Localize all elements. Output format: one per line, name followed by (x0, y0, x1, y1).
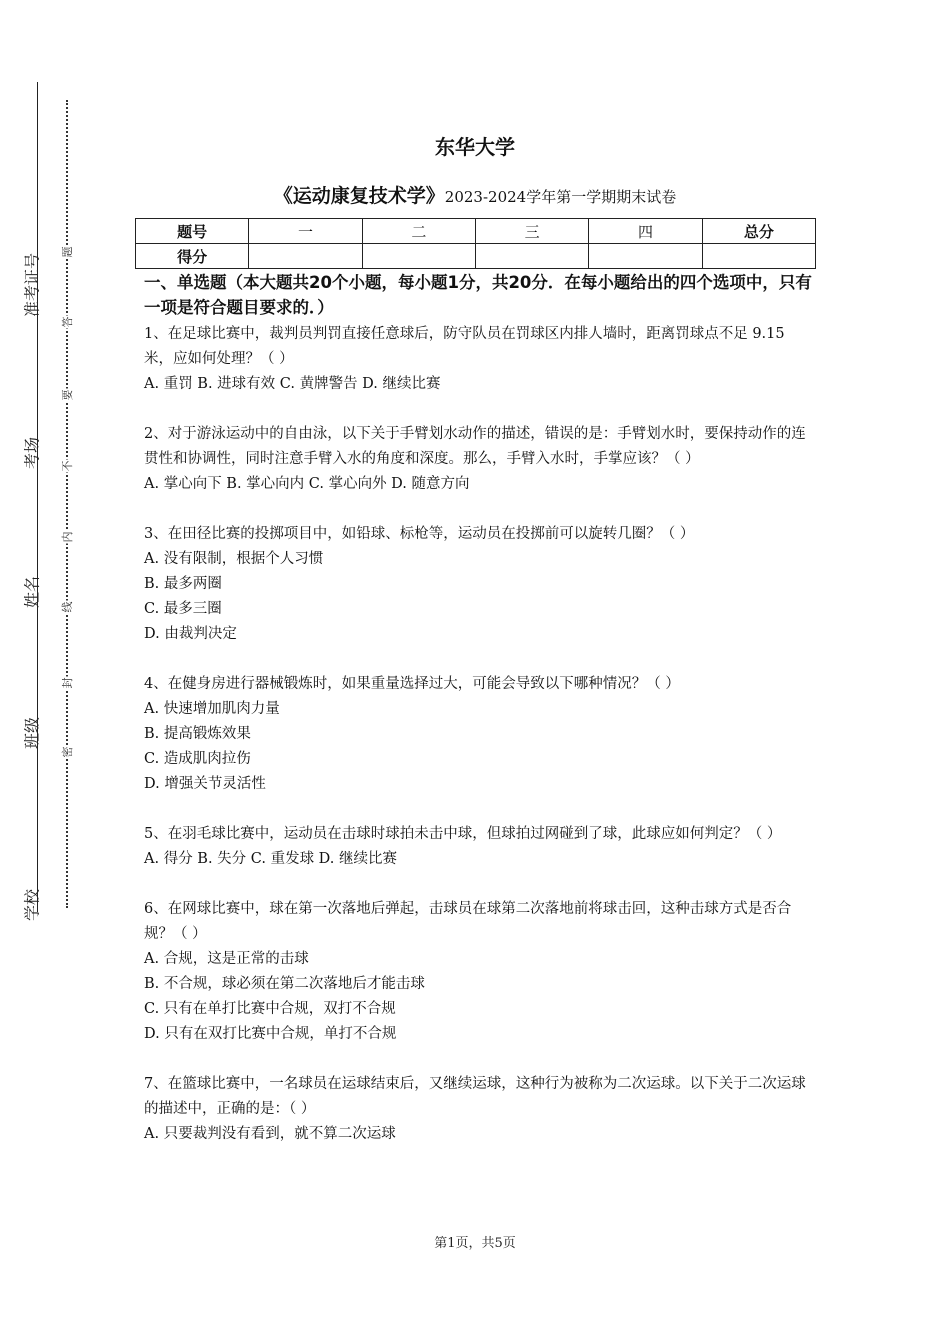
exam-content (144, 270, 812, 1172)
question-option: A. 没有限制，根据个人习惯 (144, 551, 324, 567)
course-name: 《运动康复技术学》 (273, 185, 445, 207)
score-cell: 得分 (136, 244, 249, 269)
page-footer: 第1页，共5页 (434, 1236, 516, 1251)
question-stem: 3、在田径比赛的投掷项目中，如铅球、标枪等，运动员在投掷前可以旋转几圈？（ ） (144, 526, 695, 542)
question-stem: 4、在健身房进行器械锻炼时，如果重量选择过大，可能会导致以下哪种情况？（ ） (144, 676, 680, 692)
exam-page: 准考证号 考场 姓名 班级 学校 题 答 要 不 内 线 封 密 东华大学 《运动康复技术学》2023-2024学年第一学期期末试卷 题号 一 二 三 四 总分 得分 一、单选题（本大题共20个小题，每小题1分，共20分．在每小题给出的四个选项中，只有一项是符合题目要求的．） 1、在足球比赛中，裁判员判罚直接任意球后，防守队员在罚球区内排人墙时，距离罚球点不足 9.15 米，应如何处理？（ ） A. 重罚 B. 进球有效 C. 黄牌警告 D. 继续比赛 2、对于游泳运动中的自由泳，以下关于手臂划水动作的描述，错误的是：手臂划水时，要保持动作的连贯性和协调性，同时注意手臂入水的角度和深度。那么，手臂入水时，手掌应该？（ ） A. 掌心向下 B. 掌心向内 C. 掌心向外 D. 随意方向 3、在田径比赛的投掷项目中，如铅球、标枪等，运动员在投掷前可以旋转几圈？（ ） A. 没有限制，根据个人习惯 B. 最多两圈 C. 最多三圈 D. 由裁判决定 4、在健身房进行器械锻炼时，如果重量选择过大，可能会导致以下哪种情况？（ ） A. 快速增加肌肉力量 B. 提高锻炼效果 C. 造成肌肉拉伤 D. 增强关节灵活性 5、在羽毛球比赛中，运动员在击球时球拍未击中球，但球拍过网碰到了球，此球应如何判定？（ ） A. 得分 B. 失分 C. 重发球 D. 继续比赛 6、在网球比赛中，球在第一次落地后弹起，击球员在球第二次落地前将球击回，这种击球方式是否合规？（ ） A. 合规，这是正常的击球 B. 不合规，球必须在第二次落地后才能击球 C. 只有在单打比赛中合规，双打不合规 D. 只有在双打比赛中合规，单打不合规 7、在篮球比赛中，一名球员在运球结束后，又继续运球，这种行为被称为二次运球。以下关于二次运球的描述中，正确的是：（ ） A. 只要裁判没有看到，就不算二次运球 第1页，共5页 (0, 0, 950, 1344)
question-option: C. 只有在单打比赛中合规，双打不合规 (144, 1001, 396, 1017)
question-options: A. 得分 B. 失分 C. 重发球 D. 继续比赛 (144, 851, 398, 867)
question-stem: 7、在篮球比赛中，一名球员在运球结束后，又继续运球，这种行为被称为二次运球。以下关于二次运球的描述中，正确的是：（ ） (144, 1076, 806, 1117)
question-stem: 2、对于游泳运动中的自由泳，以下关于手臂划水动作的描述，错误的是：手臂划水时，要保持动作的连贯性和协调性，同时注意手臂入水的角度和深度。那么，手臂入水时，手掌应该？（ ） (144, 426, 806, 467)
score-cell: 四 (589, 219, 702, 244)
question (144, 522, 812, 647)
question-option: A. 合规，这是正常的击球 (144, 951, 309, 967)
question-option: D. 只有在双打比赛中合规，单打不合规 (144, 1026, 397, 1042)
score-table-score-row (136, 244, 816, 269)
exam-title (0, 181, 950, 208)
question-option: B. 提高锻炼效果 (144, 726, 251, 742)
section-title: 一、单选题（本大题共20个小题，每小题1分，共20分．在每小题给出的四个选项中，只有一项是符合题目要求的．） (144, 273, 812, 317)
question-option: A. 只要裁判没有看到，就不算二次运球 (144, 1126, 396, 1142)
question (144, 422, 812, 497)
score-cell (702, 244, 815, 269)
score-table (135, 218, 816, 269)
score-cell (249, 244, 362, 269)
university-name: 东华大学 (435, 135, 515, 159)
question (144, 822, 812, 872)
question-stem: 1、在足球比赛中，裁判员判罚直接任意球后，防守队员在罚球区内排人墙时，距离罚球点不足 9.15 米，应如何处理？（ ） (144, 326, 785, 367)
question-option: B. 不合规，球必须在第二次落地后才能击球 (144, 976, 425, 992)
score-cell: 三 (475, 219, 588, 244)
question (144, 672, 812, 797)
score-cell: 二 (362, 219, 475, 244)
score-cell: 一 (249, 219, 362, 244)
score-cell (362, 244, 475, 269)
score-cell (475, 244, 588, 269)
question (144, 322, 812, 397)
question-option: C. 最多三圈 (144, 601, 222, 617)
question-options: A. 掌心向下 B. 掌心向内 C. 掌心向外 D. 随意方向 (144, 476, 470, 492)
question (144, 897, 812, 1047)
score-cell: 总分 (702, 219, 815, 244)
score-cell: 题号 (136, 219, 249, 244)
question-option: B. 最多两圈 (144, 576, 222, 592)
question-stem: 5、在羽毛球比赛中，运动员在击球时球拍未击中球，但球拍过网碰到了球，此球应如何判定？（ ） (144, 826, 782, 842)
question-option: A. 快速增加肌肉力量 (144, 701, 280, 717)
seal-dotted-line (66, 100, 68, 908)
question-option: D. 由裁判决定 (144, 626, 237, 642)
question-option: C. 造成肌肉拉伤 (144, 751, 251, 767)
score-table-header-row (136, 219, 816, 244)
question-stem: 6、在网球比赛中，球在第一次落地后弹起，击球员在球第二次落地前将球击回，这种击球方式是否合规？（ ） (144, 901, 792, 942)
term-info: 2023-2024学年第一学期期末试卷 (444, 188, 677, 206)
question (144, 1072, 812, 1147)
question-option: D. 增强关节灵活性 (144, 776, 266, 792)
question-options: A. 重罚 B. 进球有效 C. 黄牌警告 D. 继续比赛 (144, 376, 441, 392)
score-cell (589, 244, 702, 269)
